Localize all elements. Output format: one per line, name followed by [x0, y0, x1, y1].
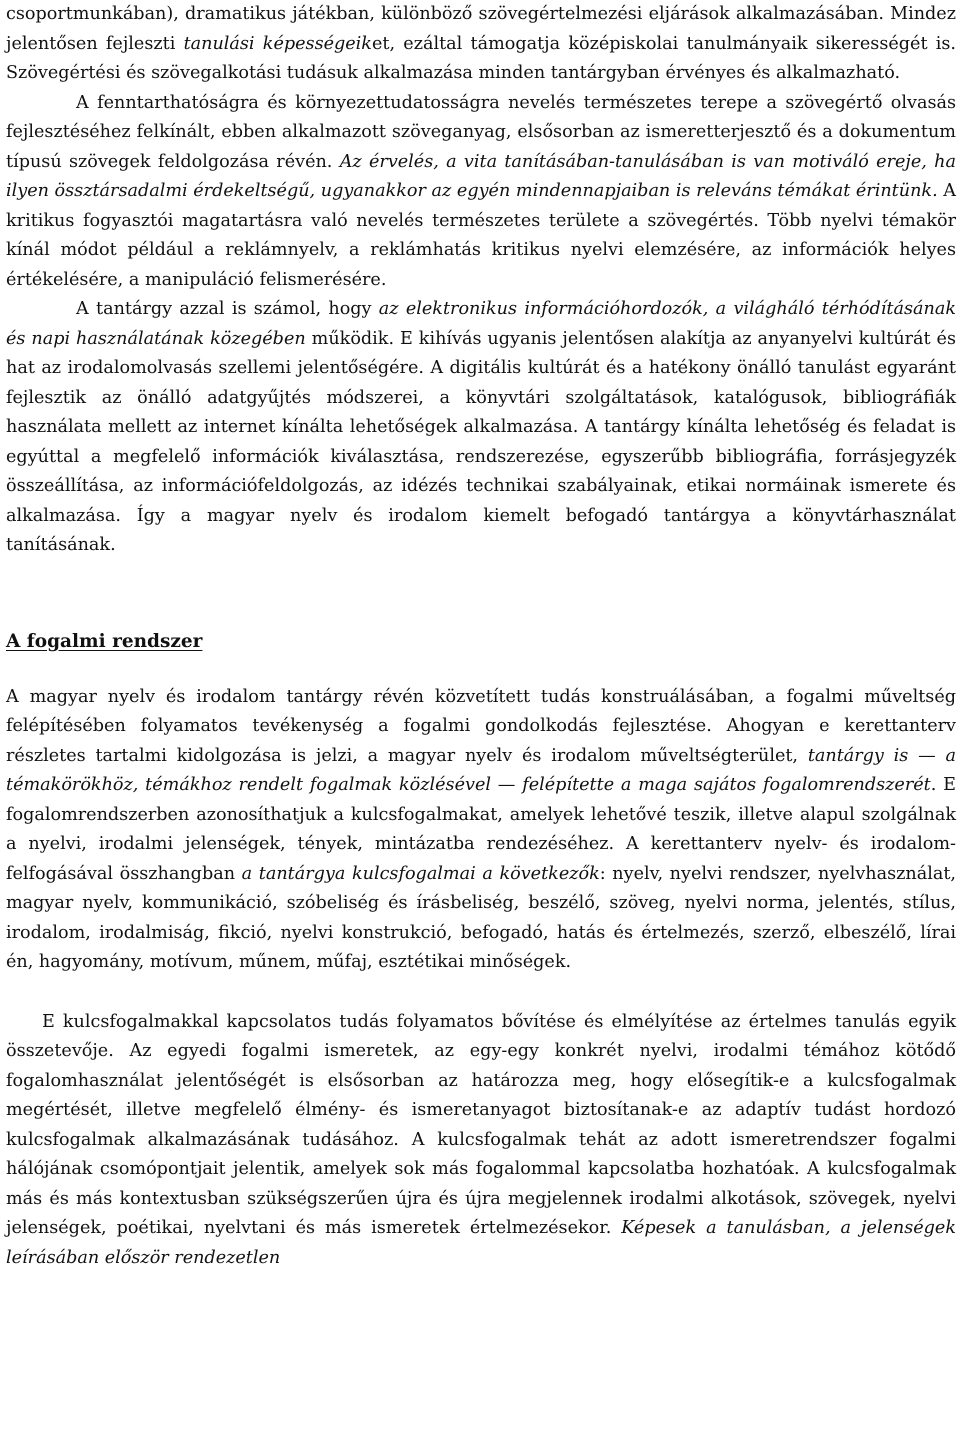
spacer — [6, 561, 956, 627]
paragraph-1-text-a: csoportmunkában), dramatikus játékban, különböző szövegértelmezési eljárások alkalmazásában. Mindez jelentősen fejleszti — [6, 4, 956, 54]
paragraph-2-text-b: A kritikus fogyasztói magatartásra való nevelés természetes területe a szövegértés. Több nyelvi témakör kínál módot például a reklámnyelv, a reklámhatás kritikus nyelvi elemzésére, az információk helyes értékelésére, a manipuláció felismerésére. — [6, 181, 956, 290]
paragraph-3 — [6, 295, 956, 561]
paragraph-4-emphasis-b: a tantárgya kulcsfogalmai a következők — [241, 863, 600, 884]
paragraph-4-text-b: . E fogalomrendszerben azonosíthatjuk a kulcsfogalmakat, amelyek lehetővé teszik, illetve alapul szolgálnak a nyelvi, irodalmi jelenségek, tények, mintázatba rendezéséhez. A kerettanterv nyelv- és irodalom-felfogásával összhangban — [6, 775, 957, 884]
paragraph-5 — [6, 1008, 956, 1274]
paragraph-4 — [6, 683, 956, 978]
paragraph-4-text-a: A magyar nyelv és irodalom tantárgy révén közvetített tudás konstruálásában, a fogalmi műveltség felépítésében folyamatos tevékenység a fogalmi gondolkodás fejlesztése. Ahogyan e kerettanterv részletes tartalmi kidolgozása is jelzi, a magyar nyelv és irodalom műveltségterület, — [6, 686, 956, 766]
paragraph-4-emphasis-a: tantárgy is — a témakörökhöz, témákhoz rendelt fogalmak közlésével — felépítette a maga sajátos fogalomrendszerét — [6, 745, 956, 795]
paragraph-1 — [6, 0, 956, 89]
paragraph-3-text-a: A tantárgy azzal is számol, hogy — [76, 299, 379, 319]
paragraph-2 — [6, 89, 956, 296]
paragraph-2-emphasis: Az érvelés, a vita tanításában-tanulásában is van motiváló ereje, ha ilyen össztársadalmi érdekeltségű, ugyanakkor az egyén mindennapjaiban is releváns témákat érintünk. — [6, 151, 957, 201]
paragraph-5-emphasis: Képesek a tanulásban, a jelenségek leírásában először rendezetlen — [6, 1218, 957, 1268]
paragraph-3-emphasis: az elektronikus információhordozók, a világháló térhódításának és napi használatának közegében — [6, 299, 956, 349]
spacer — [6, 657, 956, 683]
paragraph-1-emphasis: tanulási képességeik — [183, 33, 372, 54]
paragraph-2-text-a: A fenntarthatóságra és környezettudatosságra nevelés természetes terepe a szövegértő olvasás fejlesztéséhez felkínált, ebben alkalmazott szöveganyag, elsősorban az ismeretterjesztő és a dokumentum típusú szövegek feldolgozása révén. — [6, 92, 956, 172]
paragraph-1-text-b: et, ezáltal támogatja középiskolai tanulmányaik sikerességét is. Szövegértési és szövegalkotási tudásuk alkalmazása minden tantárgyban érvényes és alkalmazható. — [6, 33, 956, 83]
paragraph-5-text-a: E kulcsfogalmakkal kapcsolatos tudás folyamatos bővítése és elmélyítése az értelmes tanulás egyik összetevője. Az egyedi fogalmi ismeretek, az egy-egy konkrét nyelvi, irodalmi témához kötődő fogalomhasználat jelentőségét is elsősorban az határozza meg, hogy elősegítik-e a kulcsfogalmak megértését, illetve megfelelő élmény- és ismeretanyagot biztosítanak-e az adaptív tudást hordozó kulcsfogalmak alkalmazásának tudásához. A kulcsfogalmak tehát az adott ismeretrendszer fogalmi hálójának csomópontjait jelentik, amelyek sok más fogalommal kapcsolatba hozhatóak. A kulcsfogalmak más és más kontextusban szükségszerűen újra és újra megjelennek irodalmi alkotások, szövegek, nyelvi jelenségek, poétikai, nyelvtani és más ismeretek értelmezésekor. — [6, 1011, 956, 1238]
section-heading: A fogalmi rendszer — [6, 630, 203, 652]
paragraph-3-text-b: működik. E kihívás ugyanis jelentősen alakítja az anyanyelvi kultúrát és hat az irodalomolvasás szellemi jelentőségére. A digitális kultúrát és a hatékony önálló tanulást egyaránt fejlesztik az önálló adatgyűjtés módszerei, a könyvtári szolgáltatások, katalógusok, bibliográfiák használata mellett az internet kínálta lehetőségek alkalmazása. A tantárgy kínálta lehetőség és feladat is egyúttal a megfelelő információk kiválasztása, rendszerezése, egyszerűbb bibliográfia, forrásjegyzék összeállítása, az információfeldolgozás, az idézés technikai szabályainak, etikai normáinak ismerete és alkalmazása. Így a magyar nyelv és irodalom kiemelt befogadó tantárgya a könyvtárhasználat tanításának. — [6, 328, 956, 555]
paragraph-4-text-c: : nyelv, nyelvi rendszer, nyelvhasználat, magyar nyelv, kommunikáció, szóbeliség és írásbeliség, beszélő, szöveg, nyelvi norma, jelentés, stílus, irodalom, irodalmiság, fikció, nyelvi konstrukció, befogadó, hatás és értelmezés, szerző, elbeszélő, lírai én, hagyomány, motívum, műnem, műfaj, esztétikai minőségek. — [6, 863, 956, 972]
document-page — [6, 0, 956, 1273]
spacer — [6, 978, 956, 1008]
